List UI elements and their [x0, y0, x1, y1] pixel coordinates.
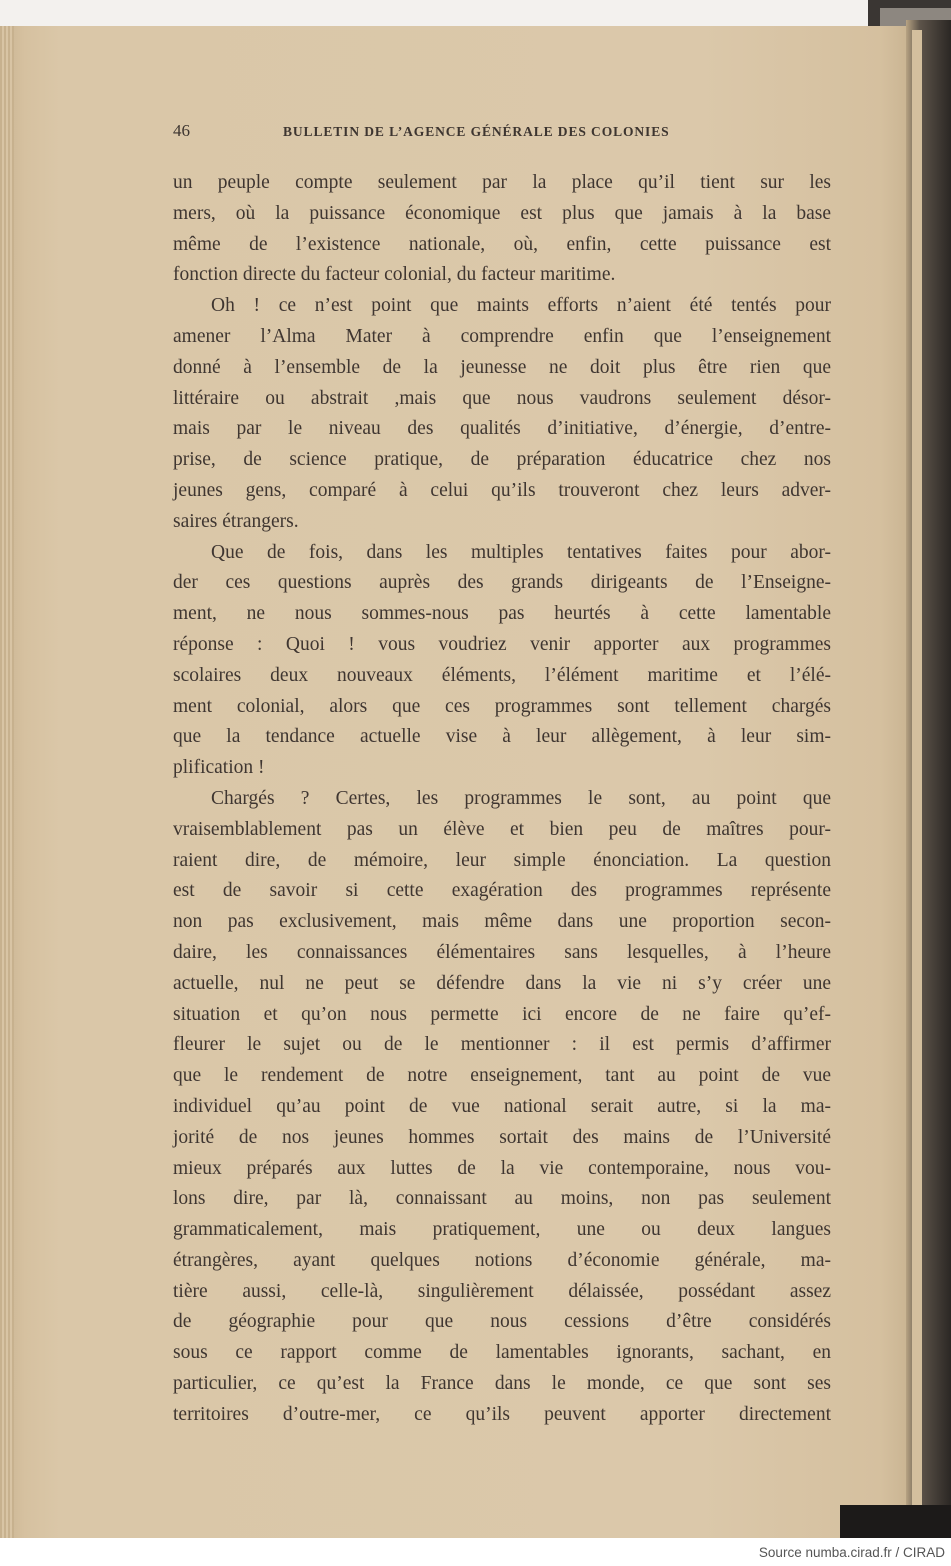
- text-line: fonction directe du facteur colonial, du facteur maritime.: [173, 264, 616, 286]
- text-line: actuelle, nul ne peut se défendre dans la vie ni s’y créer une: [173, 972, 831, 994]
- text-line: non pas exclusivement, mais même dans une proportion secon-: [173, 911, 831, 933]
- page-header: [173, 121, 725, 145]
- body-text: [173, 168, 831, 1431]
- text-line: lons dire, par là, connaissant au moins, non pas seulement: [173, 1188, 831, 1210]
- text-line: Oh ! ce n’est point que maints efforts n’aient été tentés pour: [211, 295, 831, 317]
- text-line: particulier, ce qu’est la France dans le monde, ce que sont ses: [173, 1373, 831, 1395]
- text-line: plification !: [173, 757, 265, 779]
- text-line: scolaires deux nouveaux éléments, l’élément maritime et l’élé-: [173, 664, 831, 686]
- text-line: amener l’Alma Mater à comprendre enfin que l’enseignement: [173, 325, 831, 347]
- text-line: ment colonial, alors que ces programmes sont tellement chargés: [173, 695, 831, 717]
- page-stack-edge: [0, 26, 14, 1538]
- text-line: mieux préparés aux luttes de la vie contemporaine, nous vou-: [173, 1157, 831, 1179]
- text-line: individuel qu’au point de vue national serait autre, si la ma-: [173, 1095, 831, 1117]
- page-number: 46: [173, 121, 190, 140]
- scan-bottom-corner: [840, 1505, 951, 1538]
- text-line: mais par le niveau des qualités d’initiative, d’énergie, d’entre-: [173, 418, 831, 440]
- text-line: tière aussi, celle-là, singulièrement délaissée, possédant assez: [173, 1280, 831, 1302]
- text-line: est de savoir si cette exagération des programmes représente: [173, 880, 831, 902]
- text-line: mers, où la puissance économique est plus que jamais à la base: [173, 202, 831, 224]
- text-line: réponse : Quoi ! vous voudriez venir apporter aux programmes: [173, 633, 831, 655]
- page-right-edge: [912, 30, 922, 1538]
- text-line: grammaticalement, mais pratiquement, une ou deux langues: [173, 1219, 831, 1241]
- text-line: ment, ne nous sommes-nous pas heurtés à cette lamentable: [173, 603, 831, 625]
- text-line: Chargés ? Certes, les programmes le sont, au point que: [211, 787, 831, 809]
- text-line: der ces questions auprès des grands dirigeants de l’Enseigne-: [173, 572, 831, 594]
- text-line: saires étrangers.: [173, 510, 299, 532]
- text-line: littéraire ou abstrait ,mais que nous vaudrons seulement désor-: [173, 387, 831, 409]
- text-line: situation et qu’on nous permette ici encore de ne faire qu’ef-: [173, 1003, 831, 1025]
- text-line: même de l’existence nationale, où, enfin, cette puissance est: [173, 233, 831, 255]
- text-line: vraisemblablement pas un élève et bien peu de maîtres pour-: [173, 818, 831, 840]
- text-line: daire, les connaissances élémentaires sans lesquelles, à l’heure: [173, 941, 831, 963]
- text-line: donné à l’ensemble de la jeunesse ne doit plus être rien que: [173, 356, 831, 378]
- text-line: un peuple compte seulement par la place qu’il tient sur les: [173, 172, 831, 193]
- text-line: fleurer le sujet ou de le mentionner : il est permis d’affirmer: [173, 1034, 831, 1056]
- text-line: jeunes gens, comparé à celui qu’ils trouveront chez leurs adver-: [173, 479, 831, 501]
- text-line: prise, de science pratique, de préparation éducatrice chez nos: [173, 449, 831, 471]
- text-line: jorité de nos jeunes hommes sortait des mains de l’Université: [173, 1126, 831, 1148]
- text-line: étrangères, ayant quelques notions d’économie générale, ma-: [173, 1249, 831, 1271]
- text-line: territoires d’outre-mer, ce qu’ils peuvent apporter directement: [173, 1403, 831, 1425]
- running-title: BULLETIN DE L’AGENCE GÉNÉRALE DES COLONIES: [283, 124, 670, 139]
- source-credit: Source numba.cirad.fr / CIRAD: [758, 1545, 945, 1560]
- text-line: que la tendance actuelle vise à leur allègement, à leur sim-: [173, 726, 831, 748]
- text-line: que le rendement de notre enseignement, tant au point de vue: [173, 1065, 831, 1087]
- text-line: sous ce rapport comme de lamentables ignorants, sachant, en: [173, 1342, 831, 1364]
- text-line: de géographie pour que nous cessions d’être considérés: [173, 1311, 831, 1333]
- text-line: raient dire, de mémoire, leur simple énonciation. La question: [173, 849, 831, 871]
- text-line: Que de fois, dans les multiples tentatives faites pour abor-: [211, 541, 831, 563]
